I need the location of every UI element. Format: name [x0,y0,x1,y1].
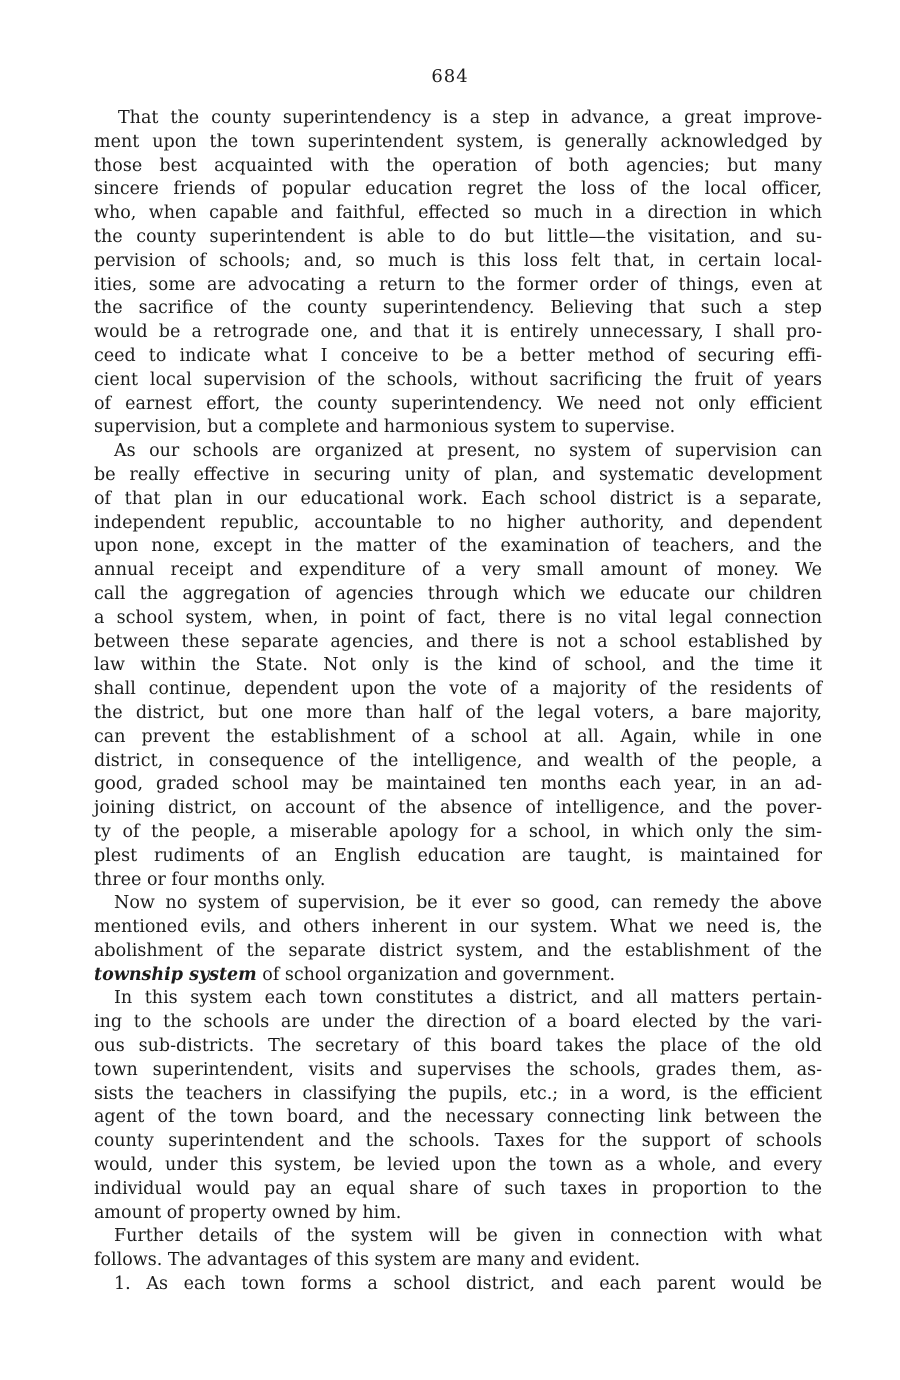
text-line: can prevent the establishment of a school at all. Again, while in one [94,726,822,747]
text-line: ities, some are advocating a return to the former order of things, even at [94,274,822,295]
text-fragment: of school organization and government. [256,964,616,985]
text-line: As our schools are organized at present, no system of supervision can [114,441,822,462]
text-line: That the county superintendency is a step in advance, a great improve- [118,108,822,128]
text-line: plest rudiments of an English education are taught, is maintained for [94,845,822,866]
text-line: ous sub-districts. The secretary of this board takes the place of the old [94,1036,822,1057]
text-line: between these separate agencies, and there is not a school established by [94,631,822,652]
text-line: a school system, when, in point of fact, there is no vital legal connection [94,607,822,628]
text-line: follows. The advantages of this system are many and evident. [94,1250,641,1271]
emphasized-term: township system [94,964,257,985]
text-line: 1. As each town forms a school district, and each parent would be [114,1274,822,1295]
text-line: would be a retrograde one, and that it is entirely unnecessary, I shall pro- [94,322,822,343]
paragraph-3 [94,892,822,987]
text-line: three or four months only. [94,869,326,890]
text-line: pervision of schools; and, so much is this loss felt that, in certain local- [94,250,822,271]
text-line: of earnest effort, the county superintendency. We need not only efficient [94,393,822,414]
text-line: joining district, on account of the absence of intelligence, and the pover- [94,798,822,819]
text-line: of that plan in our educational work. Each school district is a separate, [94,488,822,509]
paragraph-6 [94,1273,822,1297]
text-line: those best acquainted with the operation of both agencies; but many [94,155,822,176]
text-line: individual would pay an equal share of such taxes in proportion to the [94,1178,822,1199]
text-line: law within the State. Not only is the kind of school, and the time it [94,655,822,676]
text-line: ing to the schools are under the direction of a board elected by the vari- [94,1012,822,1033]
text-line: abolishment of the separate district system, and the establishment of the [94,940,822,961]
text-line [94,964,822,988]
text-line: independent republic, accountable to no higher authority, and dependent [94,512,822,533]
text-line: In this system each town constitutes a district, and all matters pertain- [114,988,822,1009]
text-line: upon none, except in the matter of the examination of teachers, and the [94,536,822,557]
text-line: amount of property owned by him. [94,1202,402,1223]
text-line: shall continue, dependent upon the vote of a majority of the residents of [94,679,822,700]
text-line: be really effective in securing unity of plan, and systematic development [94,464,822,485]
text-line: agent of the town board, and the necessary connecting link between the [94,1107,822,1128]
text-line: who, when capable and faithful, effected so much in a direction in which [94,203,822,224]
text-line: county superintendent and the schools. Taxes for the support of schools [94,1131,822,1152]
text-line: Further details of the system will be given in connection with what [114,1226,822,1247]
body-text [94,107,822,1297]
text-line: annual receipt and expenditure of a very small amount of money. We [94,560,822,581]
text-line: mentioned evils, and others inherent in our system. What we need is, the [94,917,822,938]
text-line: district, in consequence of the intelligence, and wealth of the people, a [94,750,822,771]
text-line: ty of the people, a miserable apology for a school, in which only the sim- [94,821,822,842]
text-line: supervision, but a complete and harmonious system to supervise. [94,417,676,438]
text-line: would, under this system, be levied upon the town as a whole, and every [94,1155,822,1176]
paragraph-5 [94,1225,822,1273]
text-line: sists the teachers in classifying the pupils, etc.; in a word, is the efficient [94,1083,822,1104]
page-number: 684 [431,66,469,87]
text-line: ment upon the town superintendent system, is generally acknowledged by [94,131,822,152]
text-line: the county superintendent is able to do but little—the visitation, and su- [94,226,822,247]
text-line: good, graded school may be maintained ten months each year, in an ad- [94,774,822,795]
paragraph-4 [94,987,822,1225]
paragraph-1 [94,107,822,440]
text-line: ceed to indicate what I conceive to be a better method of securing effi- [94,345,822,366]
text-line: town superintendent, visits and supervises the schools, grades them, as- [94,1059,822,1080]
text-line: the district, but one more than half of the legal voters, a bare majority, [94,702,822,723]
paragraph-2 [94,440,822,892]
text-line: sincere friends of popular education regret the loss of the local officer, [94,179,822,200]
text-line: cient local supervision of the schools, without sacrificing the fruit of years [94,369,822,390]
text-line: call the aggregation of agencies through which we educate our children [94,583,822,604]
text-line: Now no system of supervision, be it ever so good, can remedy the above [114,893,822,914]
text-line: the sacrifice of the county superintendency. Believing that such a step [94,298,822,319]
